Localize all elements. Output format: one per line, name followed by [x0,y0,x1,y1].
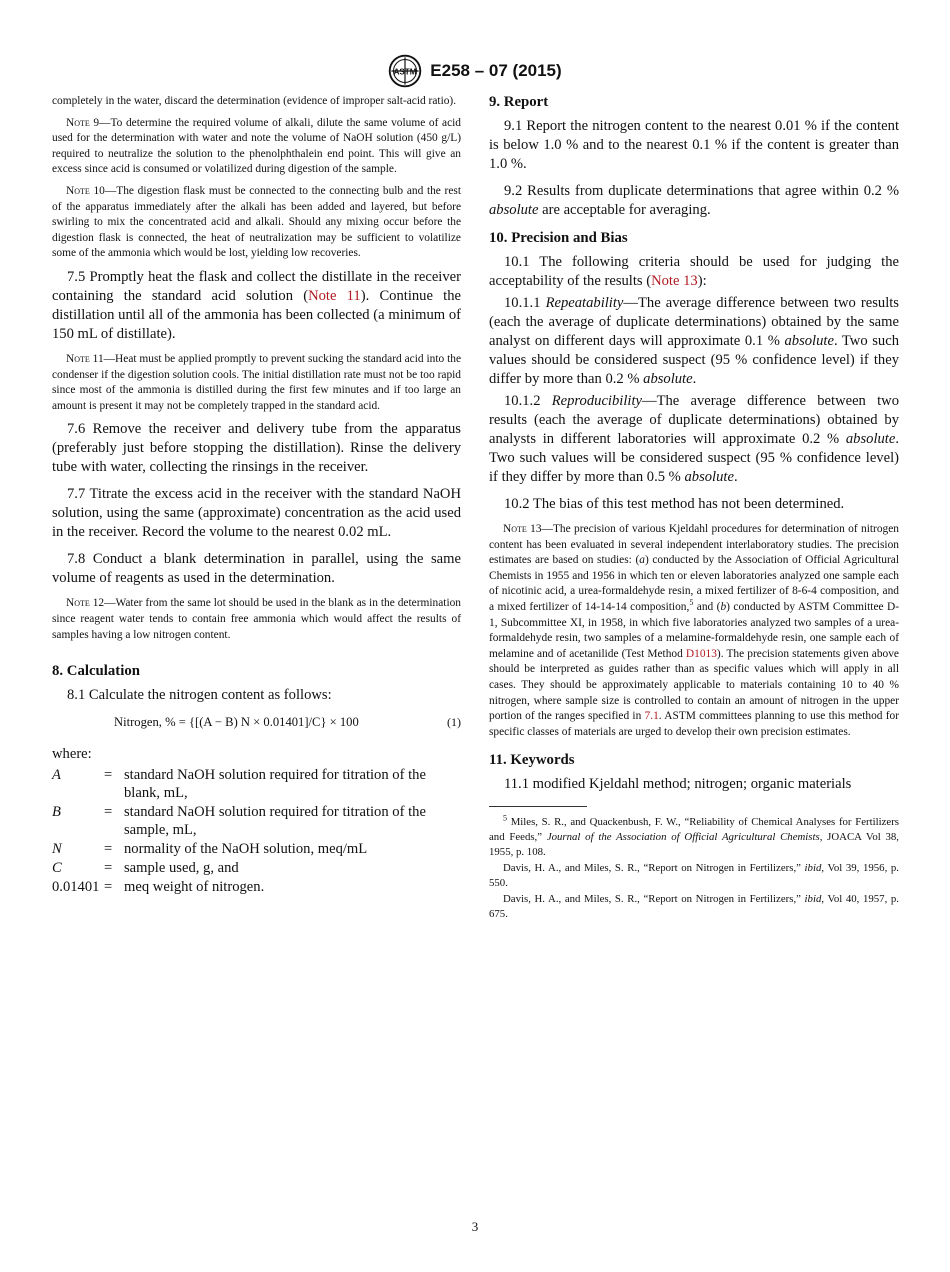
page-number: 3 [471,1219,479,1234]
definition-row: N = normality of the NaOH solution, meq/mL [52,840,461,858]
para-7-7: 7.7 Titrate the excess acid in the receiver with the standard NaOH solution, using the same (approximate) concentration as the acid used in the receiver. Record the volume to the nearest 0.02 mL. [52,486,461,541]
footnote-5-ref-2: Davis, H. A., and Miles, S. R., “Report on Nitrogen in Fertilizers,” ibid, Vol 39, 1956, p. 550. [489,862,899,889]
definition-row: A = standard NaOH solution required for titration of the blank, mL, [52,766,461,802]
definition-row: C = sample used, g, and [52,859,461,877]
def-symbol: 0.01401 [52,879,100,896]
variable-definitions [52,766,461,896]
standard-designation: E258 – 07 (2015) [430,61,562,80]
section-9-heading: 9. Report [489,94,549,110]
section-11-heading: 11. Keywords [489,752,575,769]
def-text: standard NaOH solution required for titration of the sample, mL, [124,804,426,839]
right-column [489,94,899,923]
para-7-6: 7.6 Remove the receiver and delivery tube from the apparatus (preferably just before stopping the distillation). Rinse the delivery tube with water, collecting the rinsings in the receiver. [52,421,461,476]
note-11: Note 11—Heat must be applied promptly to prevent sucking the standard acid into the condenser if the digestion solution cools. The initial distillation rate must not be too rapid since most of the ammonia is distilled during the first few minutes and if too large an amount is present it may not be completely trapped in the standard acid. [52,352,461,412]
footnote-5-ref-3: Davis, H. A., and Miles, S. R., “Report on Nitrogen in Fertilizers,” ibid, Vol 40, 1957, p. 675. [489,893,899,920]
footnote-5: $^5$ Miles, S. R., and Quackenbush, F. W., “Reliability of Chemical Analyses for Fertilizers and Feeds,” Journal of the Association of Official Agricultural Chemists, JOACA Vol 38, 1955, p. 108. [489,813,899,858]
note-9: Note 9—To determine the required volume of alkali, dilute the same volume of acid used for the determination with water and note the volume of NaOH solution (450 g/L) required to neutralize the solution to the phenolphthalein end point. This will give an excess since acid is consumed or volatilized during digestion of the sample. [52,116,461,176]
def-text: standard NaOH solution required for titration of the blank, mL, [124,767,426,802]
equation-number: (1) [447,715,461,730]
para-7-8: 7.8 Conduct a blank determination in parallel, using the same volume of reagents as used in the determination. [52,551,461,587]
def-text: sample used, g, and [124,860,239,877]
section-8-heading: 8. Calculation [52,663,140,680]
para-11-1: 11.1 modified Kjeldahl method; nitrogen; organic materials [504,776,852,793]
where-label: where: [52,746,92,763]
note-8-continuation: completely in the water, discard the determination (evidence of improper salt-acid ratio). [52,95,457,107]
note-10: Note 10—The digestion flask must be connected to the connecting bulb and the rest of the apparatus immediately after the alkali has been added and layered, but before swirling to mix the concentrated acid and alkali. Should any mixing occur before the digestion flask is connected, the heat of neutralization may be sufficient to volatilize some of the ammonia which would be lost, yielding low recoveries. [52,184,461,260]
def-symbol: A [52,767,61,784]
para-7-5: 7.5 Promptly heat the flask and collect the distillate in the receiver containing the standard acid solution (Note 11). Continue the distillation until all of the ammonia has been collected (a minimum of 150 mL of distillate). [52,268,461,342]
def-text: meq weight of nitrogen. [124,879,265,896]
definition-row: 0.01401 = meq weight of nitrogen. [52,878,461,896]
para-10-1-1: 10.1.1 Repeatability—The average difference between two results (each the average of duplicate determinations) obtained by the same analyst on different days will approximate 0.1 % absolute. Two such values should be considered suspect (95 % confidence level) if they differ by more than 0.2 % absolute. [489,295,899,387]
para-10-2: 10.2 The bias of this test method has not been determined. [504,496,845,512]
para-10-1: 10.1 The following criteria should be used for judging the acceptability of the results (Note 13): [489,254,899,289]
note-11-link[interactable]: Note 11 [308,287,361,304]
para-8-1: 8.1 Calculate the nitrogen content as follows: [67,687,332,704]
note-13: Note 13—The precision of various Kjeldahl procedures for determination of nitrogen content has been evaluated in several independent interlaboratory studies. The precision estimates are based on studies: (a) conducted by the Association of Official Agricultural Chemists in 1955 and 1956 in which ten or eleven laboratories analyzed one sample each of nicotinic acid, a urea-formaldehyde resin, a mixed fertilizer of 8-6-4 composition, and a mixed fertilizer of 14-14-14 composition,$^5$ and (b) conducted by ASTM Committee D-1, Subcommittee XI, in 1958, in which five laboratories analyzed two samples of a urea-formaldehyde resin, two samples of a melamine-formaldehyde resin, one sample each of melamine and of acetanilide (Test Method D1013). The precision statements given above should be interpreted as guides rather than as specific values which will apply in all cases. They should be approximately applicable to materials containing 10 to 40 % nitrogen, where sample size is controlled to contain an amount of nitrogen in the upper portion of the ranges specified in 7.1. ASTM committees planning to use this method for specific classes of materials are urged to develop their own precision estimates. [489,523,900,738]
note-12: Note 12—Water from the same lot should be used in the blank as in the determination since reagent water tends to contain free ammonia which would affect the results of samples having a low nitrogen content. [52,597,461,641]
def-symbol: N [52,841,62,858]
svg-text:ASTM: ASTM [393,67,417,77]
d1013-link[interactable]: D1013 [685,647,717,660]
left-column [52,94,461,897]
section-7-1-link[interactable]: 7.1 [644,710,659,723]
page-header [0,54,950,93]
definition-row: B = standard NaOH solution required for titration of the sample, mL, [52,803,461,839]
note-13-link[interactable]: Note 13 [651,273,698,289]
para-9-2: 9.2 Results from duplicate determinations that agree within 0.2 % absolute are acceptable for averaging. [489,183,899,218]
equation-expression: Nitrogen, % = {[(A − B) N × 0.01401]/C} × 100 [114,715,359,730]
def-text: normality of the NaOH solution, meq/mL [124,841,368,858]
def-symbol: C [52,860,62,877]
para-10-1-2: 10.1.2 Reproducibility—The average difference between two results (each the average of duplicate determinations) obtained by analysts in different laboratories will approximate 0.2 % absolute. Two such values will be considered suspect (95 % confidence level) if they differ by more than 0.5 % absolute. [489,393,899,485]
footnote-divider [489,806,587,807]
astm-logo-icon [388,54,422,88]
equation-1 [52,713,461,735]
def-symbol: B [52,804,61,821]
para-9-1: 9.1 Report the nitrogen content to the nearest 0.01 % if the content is below 1.0 % and to the nearest 0.1 % if the content is greater than 1.0 %. [489,118,899,172]
section-10-heading: 10. Precision and Bias [489,230,628,246]
